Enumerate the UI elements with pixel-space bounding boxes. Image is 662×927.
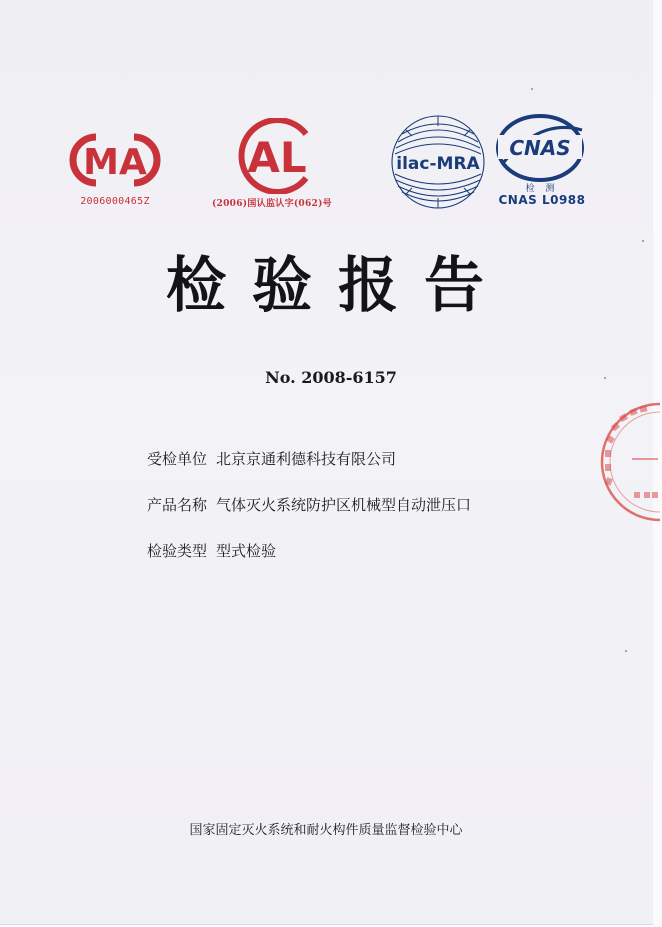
field-label: 产品名称 — [147, 496, 208, 514]
scan-speck — [642, 240, 644, 242]
field-label: 受检单位 — [147, 450, 208, 468]
field-value: 北京京通利德科技有限公司 — [216, 450, 397, 468]
field-inspected-unit — [147, 448, 396, 469]
scan-speck — [531, 88, 533, 90]
cnas-accreditation-number: CNAS L0988 — [498, 193, 586, 207]
report-title: 检验报告 — [166, 251, 510, 321]
scan-speck — [625, 650, 627, 652]
cal-caption: (2006)国认监认字(062)号 — [212, 199, 332, 209]
cnas-subtitle: 检 测 — [525, 184, 559, 194]
ilac-mra-mark-icon — [388, 112, 488, 212]
cnas-mark-text: CNAS — [509, 136, 571, 160]
cma-mark-text: MA — [83, 142, 147, 183]
red-seal-stamp-icon — [598, 400, 660, 530]
cnas-mark-icon — [494, 112, 586, 184]
cma-mark-icon — [66, 133, 164, 187]
ilac-mark-text: ilac-MRA — [396, 154, 480, 174]
cal-mark-icon — [232, 118, 320, 194]
issuing-organization: 国家固定灭火系统和耐火构件质量监督检验中心 — [189, 823, 463, 838]
field-value: 气体灭火系统防护区机械型自动泄压口 — [216, 496, 472, 514]
field-value: 型式检验 — [216, 542, 277, 560]
scan-speck — [604, 377, 606, 379]
report-number: No. 2008-6157 — [265, 368, 397, 387]
field-product-name — [147, 494, 471, 515]
field-label: 检验类型 — [147, 542, 208, 560]
cal-mark-text: AL — [247, 133, 307, 182]
cma-caption: 2006000465Z — [80, 196, 150, 207]
field-inspection-type — [147, 540, 276, 561]
